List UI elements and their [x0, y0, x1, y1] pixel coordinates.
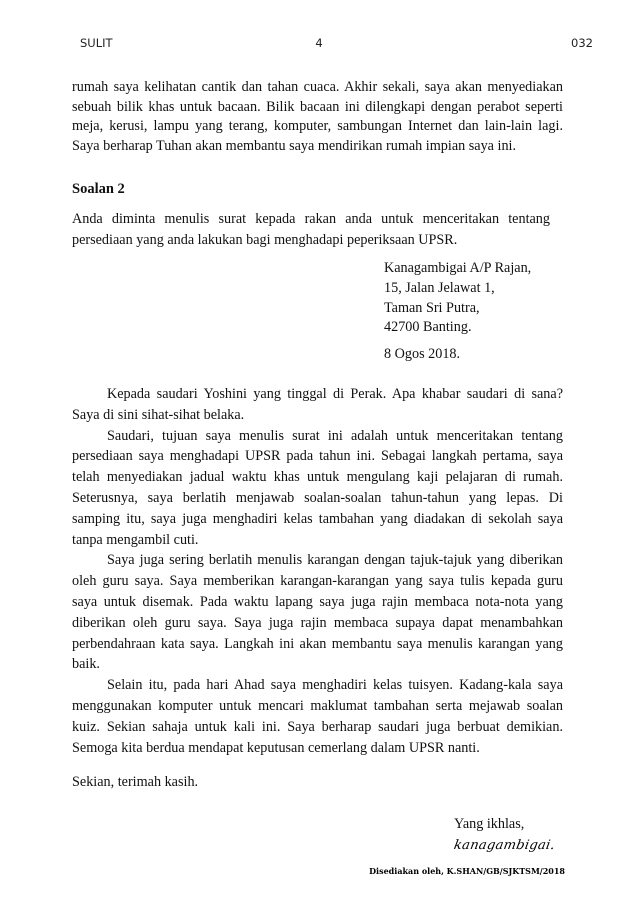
page-number: 4 — [315, 36, 323, 50]
footer-credit: Disediakan oleh, K.SHAN/GB/SJKTSM/2018 — [369, 866, 565, 876]
address-line-street: 15, Jalan Jelawat 1, — [384, 279, 495, 296]
sender-address — [384, 259, 531, 338]
sign-off: Yang ikhlas, — [454, 816, 525, 832]
question-prompt: Anda diminta menulis surat kepada rakan anda untuk menceritakan tentang persediaan yang anda lakukan bagi menghadapi peperiksaan UPSR. — [72, 211, 550, 248]
letter-paragraph-preparation: Saudari, tujuan saya menulis surat ini adalah untuk menceritakan tentang persediaan saya menghadapi UPSR pada tahun ini. Sebagai langkah pertama, saya telah menyediakan jadual waktu khas untuk mengulang kaji pelajaran di rumah. Seterusnya, saya berlatih menjawab soalan-soalan tahun-tahun yang lepas. Di samping itu, saya juga menghadiri kelas tambahan yang diadakan di sekolah saya tanpa mengambil cuti. — [72, 427, 563, 548]
address-line-postcode: 42700 Banting. — [384, 319, 472, 336]
header-sulit: SULIT — [80, 36, 113, 50]
letter-body — [72, 384, 563, 758]
signature: kanagambigai. — [452, 838, 557, 853]
letter-paragraph-conclusion: Selain itu, pada hari Ahad saya menghadiri kelas tuisyen. Kadang-kala saya menggunakan komputer untuk mencari maklumat tambahan serta mejawab soalan kuiz. Sekian sahaja untuk kali ini. Saya berharap saudari juga berbuat demikian. Semoga kita berdua mendapat keputusan cemerlang dalam UPSR nanti. — [72, 677, 563, 756]
letter-closing: Sekian, terimah kasih. — [72, 774, 199, 790]
paper-code: 032 — [571, 36, 593, 50]
letter-paragraph-greeting: Kepada saudari Yoshini yang tinggal di Perak. Apa khabar saudari di sana? Saya di sini sihat-sihat belaka. — [72, 386, 563, 423]
continued-paragraph: rumah saya kelihatan cantik dan tahan cuaca. Akhir sekali, saya akan menyediakan sebuah bilik khas untuk bacaan. Bilik bacaan ini dilengkapi dengan perabot seperti meja, kerusi, lampu yang terang, komputer, sambungan Internet dan lain-lain lagi. Saya berharap Tuhan akan membantu saya mendirikan rumah impian saya ini. — [72, 79, 563, 154]
letter-date: 8 Ogos 2018. — [384, 346, 461, 362]
question-heading: Soalan 2 — [72, 181, 125, 197]
letter-paragraph-essay-practice: Saya juga sering berlatih menulis karangan dengan tajuk-tajuk yang diberikan oleh guru saya. Saya memberikan karangan-karangan yang saya tulis kepada guru saya untuk disemak. Pada waktu lapang saya juga rajin membaca nota-nota yang diberikan oleh guru saya. Saya juga rajin membaca supaya dapat menambahkan perbendahraan kata saya. Langkah ini akan membantu saya menulis karangan yang baik. — [72, 552, 563, 673]
address-line-name: Kanagambigai A/P Rajan, — [384, 260, 532, 276]
address-line-area: Taman Sri Putra, — [384, 299, 480, 316]
